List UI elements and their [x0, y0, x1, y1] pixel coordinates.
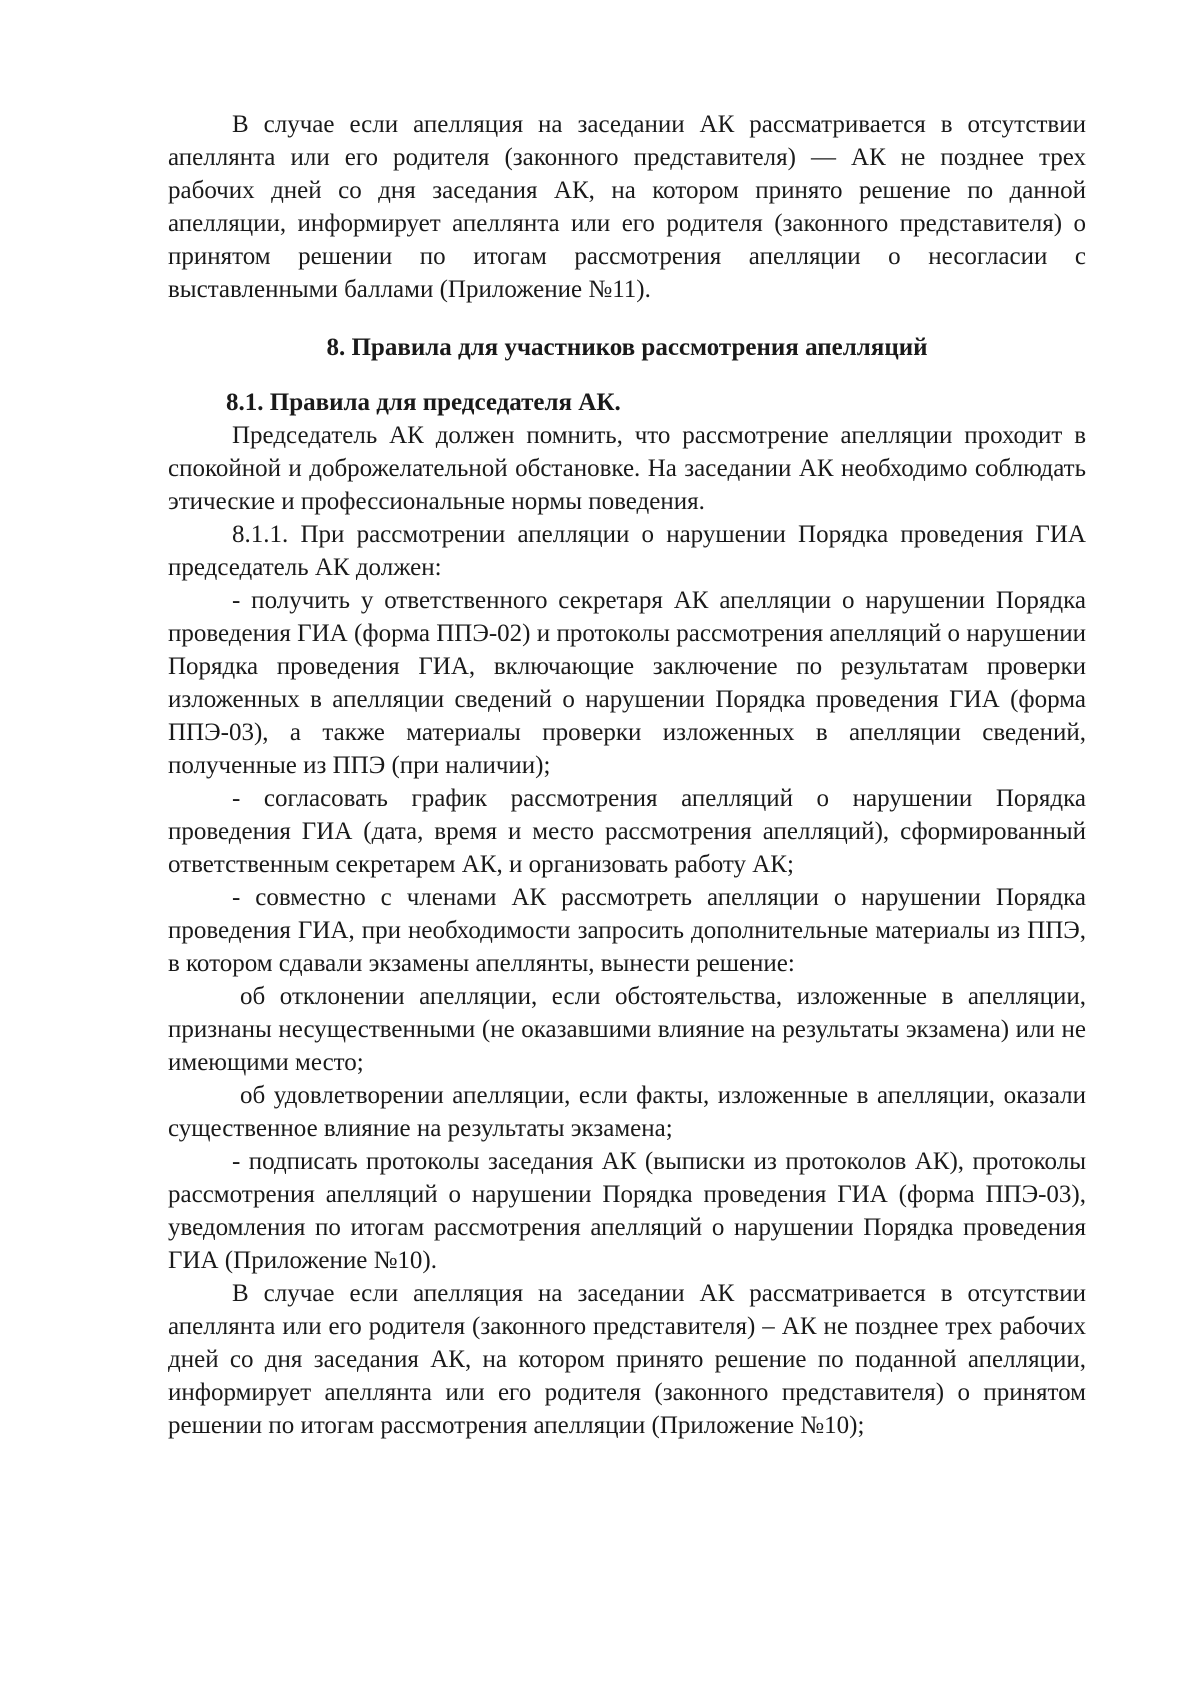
- list-item-decision-satisfy: об удовлетворении апелляции, если факты, изложенные в апелляции, оказали существенное влияние на результаты экзамена;: [168, 1082, 1086, 1142]
- paragraph-absence-notice-violation: В случае если апелляция на заседании АК рассматривается в отсутствии апеллянта или его родителя (законного представителя) – АК не позднее трех рабочих дней со дня заседания АК, на котором принято решение по поданной апелляции, информирует апеллянта или его родителя (законного представителя) о принятом решении по итогам рассмотрения апелляции (Приложение №10);: [168, 1280, 1086, 1439]
- paragraph-absence-notice-scores: В случае если апелляция на заседании АК рассматривается в отсутствии апеллянта или его родителя (законного представителя) — АК не позднее трех рабочих дней со дня заседания АК, на котором принято решение по данной апелляции, информирует апеллянта или его родителя (законного представителя) о принятом решении по итогам рассмотрения апелляции о несогласии с выставленными баллами (Приложение №11).: [168, 111, 1086, 303]
- paragraph-chairman-conduct: Председатель АК должен помнить, что рассмотрение апелляции проходит в спокойной и доброжелательной обстановке. На заседании АК необходимо соблюдать этические и профессиональные нормы поведения.: [168, 422, 1086, 515]
- list-item-receive-appeals: - получить у ответственного секретаря АК апелляции о нарушении Порядка проведения ГИА (форма ППЭ-02) и протоколы рассмотрения апелляций о нарушении Порядка проведения ГИА, включающие заключение по результатам проверки изложенных в апелляции сведений о нарушении Порядка проведения ГИА (форма ППЭ-03), а также материалы проверки изложенных в апелляции сведений, полученные из ППЭ (при наличии);: [168, 587, 1086, 779]
- list-item-decision-reject: об отклонении апелляции, если обстоятельства, изложенные в апелляции, признаны несущественными (не оказавшими влияние на результаты экзамена) или не имеющими место;: [168, 983, 1086, 1076]
- paragraph-clause-8-1-1: 8.1.1. При рассмотрении апелляции о нарушении Порядка проведения ГИА председатель АК должен:: [168, 521, 1086, 581]
- list-item-review-appeals: - совместно с членами АК рассмотреть апелляции о нарушении Порядка проведения ГИА, при необходимости запросить дополнительные материалы из ППЭ, в котором сдавали экзамены апеллянты, вынести решение:: [168, 884, 1086, 977]
- section-title: 8. Правила для участников рассмотрения апелляций: [326, 334, 928, 361]
- list-item-sign-protocols: - подписать протоколы заседания АК (выписки из протоколов АК), протоколы рассмотрения апелляций о нарушении Порядка проведения ГИА (форма ППЭ-03), уведомления по итогам рассмотрения апелляций о нарушении Порядка проведения ГИА (Приложение №10).: [168, 1148, 1086, 1274]
- list-item-agree-schedule: - согласовать график рассмотрения апелляций о нарушении Порядка проведения ГИА (дата, время и место рассмотрения апелляций), сформированный ответственным секретарем АК, и организовать работу АК;: [168, 785, 1086, 878]
- document-body: [168, 108, 1086, 1442]
- subsection-title: 8.1. Правила для председателя АК.: [226, 389, 621, 416]
